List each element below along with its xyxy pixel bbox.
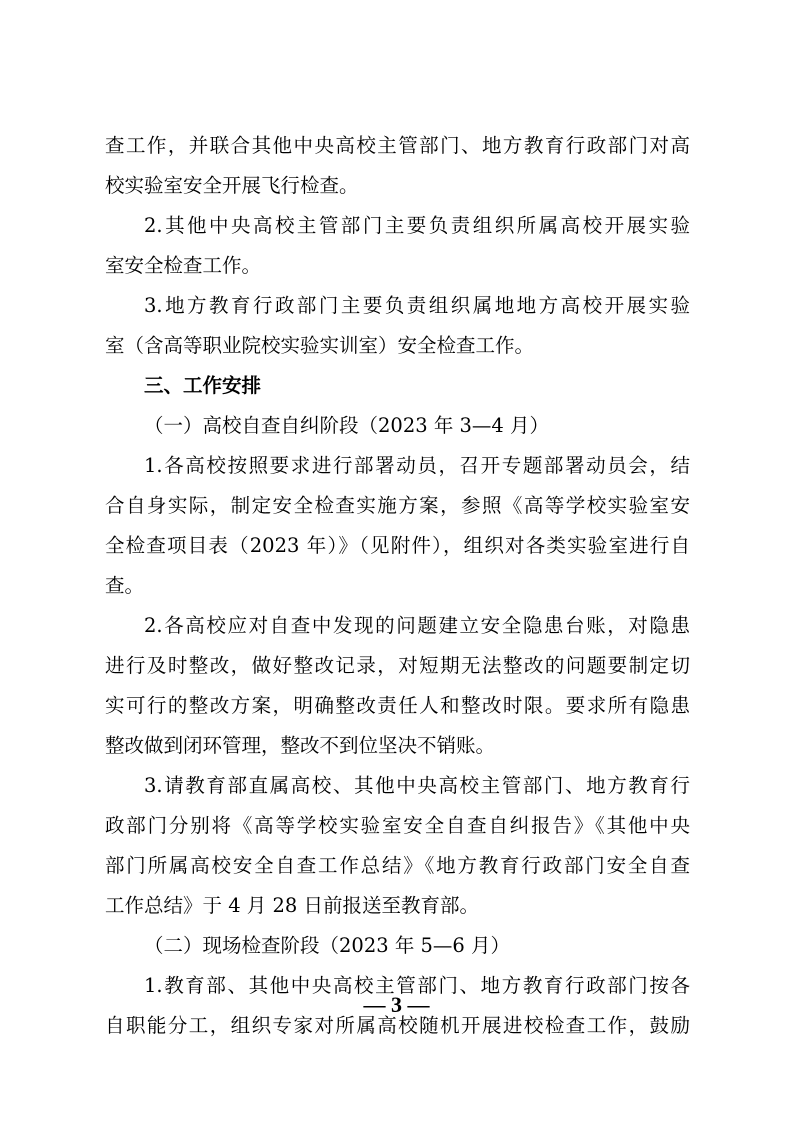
paragraph-line: 自职能分工，组织专家对所属高校随机开展进校检查工作，鼓励	[105, 1014, 690, 1037]
document-body	[105, 126, 690, 1046]
paragraph-line: 2.其他中央高校主管部门主要负责组织所属高校开展实验	[144, 214, 690, 237]
paragraph-line: 实可行的整改方案，明确整改责任人和整改时限。要求所有隐患	[105, 694, 690, 717]
paragraph-line: 3.请教育部直属高校、其他中央高校主管部门、地方教育行	[144, 774, 690, 797]
paragraph-line: 进行及时整改，做好整改记录，对短期无法整改的问题要制定切	[105, 654, 690, 677]
subsection-heading: （二）现场检查阶段（2023 年 5—6 月）	[144, 934, 511, 957]
paragraph-line: 1.教育部、其他中央高校主管部门、地方教育行政部门按各	[144, 974, 690, 997]
paragraph-line: 3.地方教育行政部门主要负责组织属地地方高校开展实验	[144, 294, 690, 317]
paragraph-line: 合自身实际，制定安全检查实施方案，参照《高等学校实验室安	[105, 494, 690, 517]
paragraph-line: 全检查项目表（2023 年）》（见附件），组织对各类实验室进行自	[105, 534, 690, 557]
subsection-heading: （一）高校自查自纠阶段（2023 年 3—4 月）	[144, 414, 550, 437]
paragraph-line: 查。	[105, 574, 145, 597]
section-heading: 三、工作安排	[144, 374, 262, 397]
page-number: — 3 —	[363, 992, 430, 1017]
paragraph-line: 整改做到闭环管理，整改不到位坚决不销账。	[105, 734, 496, 757]
paragraph-line: 2.各高校应对自查中发现的问题建立安全隐患台账，对隐患	[144, 614, 690, 637]
paragraph-line: 1.各高校按照要求进行部署动员，召开专题部署动员会，结	[144, 454, 690, 477]
paragraph-line: 查工作，并联合其他中央高校主管部门、地方教育行政部门对高	[105, 134, 690, 157]
paragraph-line: 政部门分别将《高等学校实验室安全自查自纠报告》《其他中央	[105, 814, 690, 837]
paragraph-line: 部门所属高校安全自查工作总结》《地方教育行政部门安全自查	[105, 854, 690, 877]
paragraph-line: 室安全检查工作。	[105, 254, 262, 277]
paragraph-line: 工作总结》于 4 月 28 日前报送至教育部。	[105, 894, 480, 917]
paragraph-line: 室（含高等职业院校实验实训室）安全检查工作。	[105, 334, 535, 357]
paragraph-line: 校实验室安全开展飞行检查。	[105, 174, 359, 197]
